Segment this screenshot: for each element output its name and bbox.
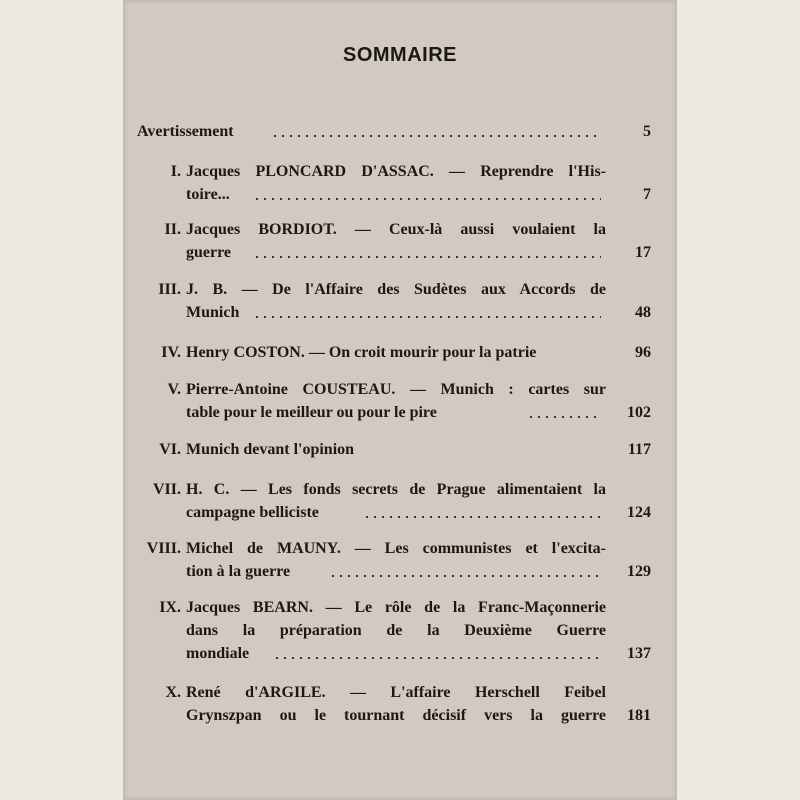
toc-entry-label: Avertissement xyxy=(137,123,234,140)
leader-dots xyxy=(273,657,601,659)
toc-entry-line: tion à la guerre xyxy=(186,563,291,580)
toc-entry-number: VIII. xyxy=(146,540,181,557)
toc-page-number: 5 xyxy=(643,123,651,140)
toc-page-number: 96 xyxy=(635,344,651,361)
toc-entry-number: VII. xyxy=(152,481,181,498)
toc-page-number: 48 xyxy=(635,304,651,321)
toc-page-number: 117 xyxy=(627,441,651,458)
toc-page-number: 137 xyxy=(627,645,651,662)
leader-dots xyxy=(253,316,601,318)
toc-entry-line: Munich xyxy=(186,304,240,321)
toc-entry-line: Munich devant l'opinion xyxy=(186,441,355,458)
toc-entry-number: VI. xyxy=(159,441,181,458)
toc-entry-number: IX. xyxy=(159,599,181,616)
toc-entry-line: Jacques BORDIOT. — Ceux-là aussi voulaient la xyxy=(186,221,606,238)
toc-entry-number: V. xyxy=(167,381,181,398)
toc-page-number: 102 xyxy=(627,404,651,421)
book-page xyxy=(123,0,677,800)
toc-page-number: 181 xyxy=(627,707,651,724)
toc-entry-line: mondiale xyxy=(186,645,250,662)
toc-entry-number: II. xyxy=(164,221,181,238)
toc-entry-number: I. xyxy=(170,163,181,180)
toc-entry-line: campagne belliciste xyxy=(186,504,319,521)
toc-entry-number: X. xyxy=(165,684,181,701)
toc-entry-line: H. C. — Les fonds secrets de Prague alimentaient la xyxy=(186,481,606,498)
toc-page-number: 7 xyxy=(643,186,651,203)
toc-entry-line: dans la préparation de la Deuxième Guerre xyxy=(186,622,606,639)
toc-entry-line: Michel de MAUNY. — Les communistes et l'excita- xyxy=(186,540,606,557)
toc-entry-number: III. xyxy=(158,281,181,298)
toc-page-number: 129 xyxy=(627,563,651,580)
toc-page-number: 17 xyxy=(635,244,651,261)
toc-entry-line: René d'ARGILE. — L'affaire Herschell Feibel xyxy=(186,684,606,701)
page-title: SOMMAIRE xyxy=(343,44,457,66)
toc-entry-line: Grynszpan ou le tournant décisif vers la guerre xyxy=(186,707,606,724)
toc-entry-line: Pierre-Antoine COUSTEAU. — Munich : cartes sur xyxy=(186,381,606,398)
toc-entry-line: toire... xyxy=(186,186,230,203)
toc-entry-line: table pour le meilleur ou pour le pire xyxy=(186,404,437,421)
leader-dots xyxy=(253,256,601,258)
toc-entry-line: Henry COSTON. — On croit mourir pour la patrie xyxy=(186,344,537,361)
toc-entry-line: guerre xyxy=(186,244,232,261)
toc-entry-line: J. B. — De l'Affaire des Sudètes aux Accords de xyxy=(186,281,606,298)
leader-dots xyxy=(271,135,601,137)
leader-dots xyxy=(253,198,601,200)
toc-page-number: 124 xyxy=(627,504,651,521)
toc-entry-line: Jacques BEARN. — Le rôle de la Franc-Maçonnerie xyxy=(186,599,606,616)
leader-dots xyxy=(329,575,601,577)
leader-dots xyxy=(363,516,601,518)
leader-dots xyxy=(527,416,601,418)
toc-entry-number: IV. xyxy=(161,344,181,361)
toc-entry-line: Jacques PLONCARD D'ASSAC. — Reprendre l'His- xyxy=(186,163,606,180)
